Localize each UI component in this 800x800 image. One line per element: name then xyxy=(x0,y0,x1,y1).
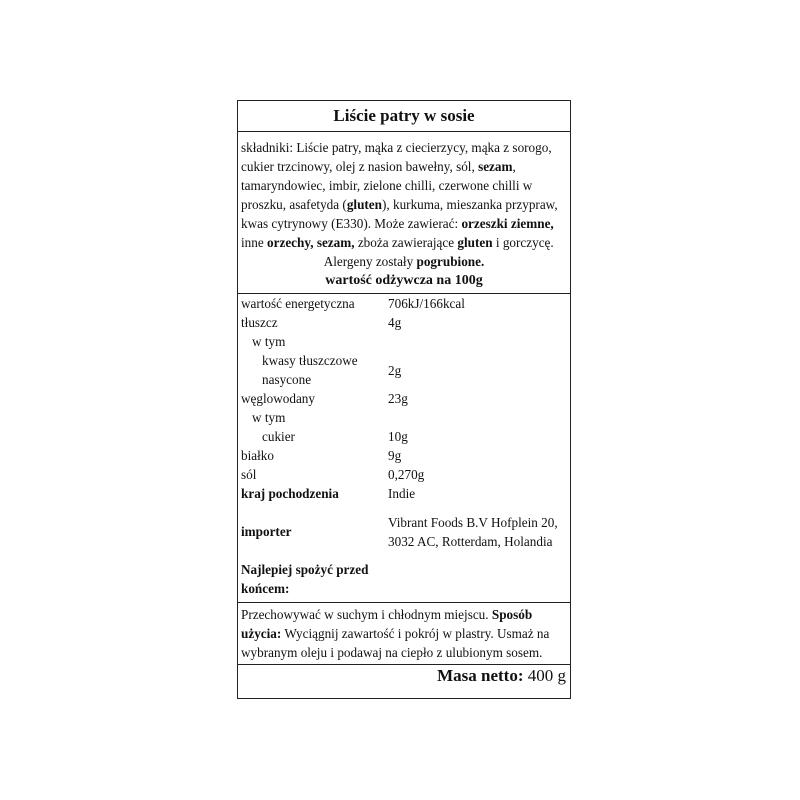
nutrition-label: wartość energetyczna xyxy=(241,296,355,311)
ingredients-part: inne xyxy=(241,235,268,250)
allergen-note xyxy=(238,252,570,271)
nutrition-value xyxy=(388,332,570,351)
usage-text: Wyciągnij zawartość i pokrój w plastry. Usmaż na wybranym oleju i podawaj na ciepło z ulubionym sosem. xyxy=(241,626,550,660)
nutrition-row xyxy=(238,465,570,484)
usage-heading: Sposób użycia: xyxy=(241,607,533,641)
nutrition-label: węglowodany xyxy=(241,391,315,406)
nutrition-row xyxy=(238,332,570,351)
ingredients-text xyxy=(238,132,570,252)
importer-label: importer xyxy=(241,524,292,539)
nutrition-label: w tym xyxy=(252,334,286,349)
allergen-highlight: orzeszki ziemne, xyxy=(461,216,554,231)
nutrition-value: 0,270g xyxy=(388,467,425,482)
nutrition-label: sól xyxy=(241,467,257,482)
nutrition-label: w tym xyxy=(252,410,286,425)
nutrition-value: 23g xyxy=(388,391,408,406)
nutrition-row xyxy=(238,389,570,408)
nutrition-label: kwasy tłuszczowe nasycone xyxy=(262,353,358,387)
importer-value: Vibrant Foods B.V Hofplein 20, 3032 AC, Rotterdam, Holandia xyxy=(388,514,558,549)
allergen-note-bold: pogrubione. xyxy=(416,254,485,269)
nutrition-row xyxy=(238,313,570,332)
origin-row xyxy=(238,484,570,503)
ingredients-part: zboża zawierające xyxy=(354,235,458,250)
product-label xyxy=(237,100,571,699)
net-weight xyxy=(238,665,570,687)
nutrition-value: 4g xyxy=(388,315,402,330)
allergen-highlight: orzechy, sezam, xyxy=(267,235,355,250)
origin-value: Indie xyxy=(388,486,416,501)
product-title: Liście patry w sosie xyxy=(238,101,570,132)
nutrition-row xyxy=(238,427,570,446)
storage-text: Przechowywać w suchym i chłodnym miejscu. xyxy=(241,607,492,622)
storage-instructions xyxy=(238,603,570,665)
ingredients-part: , tamaryndowiec, imbir, zielone chilli, czerwone chilli w proszku, asafetyda ( xyxy=(241,159,533,212)
nutrition-label: tłuszcz xyxy=(241,315,278,330)
nutrition-value: 706kJ/166kcal xyxy=(388,296,465,311)
allergen-highlight: gluten xyxy=(457,235,493,250)
nutrition-value: 10g xyxy=(388,429,408,444)
nutrition-row xyxy=(238,408,570,427)
importer-row xyxy=(238,503,570,560)
nutrition-value: 9g xyxy=(388,448,402,463)
allergen-highlight: gluten xyxy=(346,197,382,212)
best-before-label: Najlepiej spożyć przed końcem: xyxy=(241,562,369,596)
allergen-highlight: sezam xyxy=(478,159,513,174)
nutrition-value xyxy=(388,408,570,427)
nutrition-heading: wartość odżywcza na 100g xyxy=(238,271,570,294)
allergen-note-text: Alergeny zostały xyxy=(323,254,417,269)
origin-label: kraj pochodzenia xyxy=(241,486,339,501)
nutrition-label: białko xyxy=(241,448,274,463)
ingredients-part: ), kurkuma, mieszanka przypraw, kwas cytrynowy (E330). Może zawierać: xyxy=(241,197,558,231)
nutrition-row xyxy=(238,446,570,465)
best-before-row xyxy=(238,560,570,603)
ingredients-part: składniki: Liście patry, mąka z ciecierzycy, mąka z sorogo, cukier trzcinowy, olej z nasion bawełny, sól, xyxy=(241,140,552,174)
nutrition-row xyxy=(238,351,570,389)
net-weight-value: 400 g xyxy=(523,666,566,685)
ingredients-part: i gorczycę. xyxy=(492,235,554,250)
net-weight-label: Masa netto: xyxy=(437,666,524,685)
nutrition-row xyxy=(238,294,570,313)
nutrition-label: cukier xyxy=(262,429,295,444)
nutrition-value: 2g xyxy=(388,362,402,378)
